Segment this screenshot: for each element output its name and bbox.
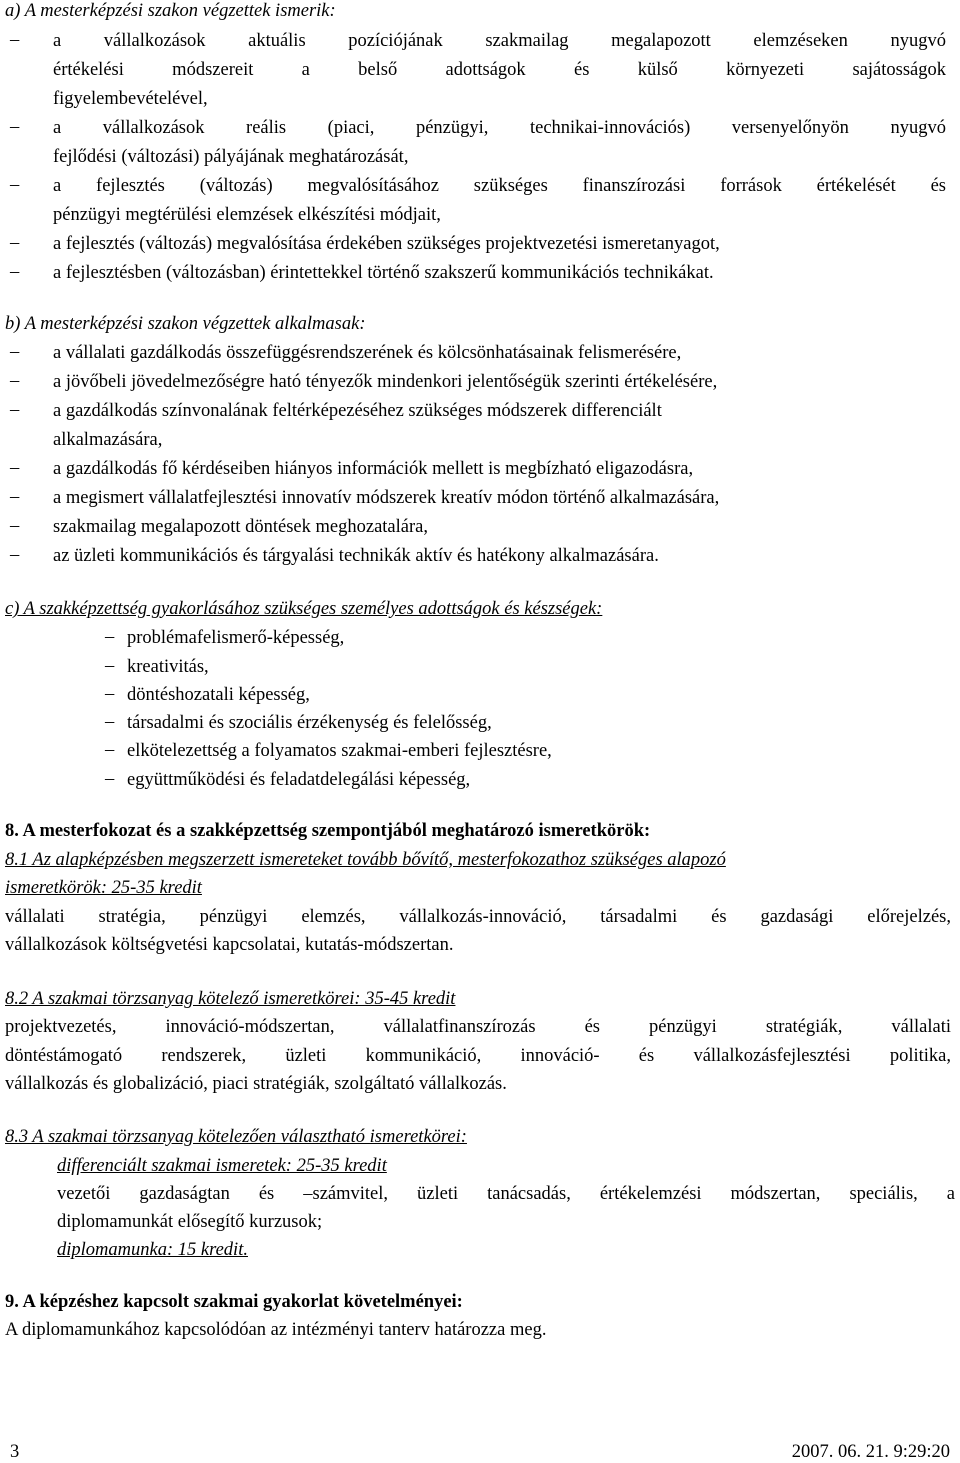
- list-item-text: értékelési módszereit a belső adottságok és külső környezeti sajátosságok: [53, 60, 946, 80]
- dash-icon: –: [10, 371, 20, 391]
- subsection-8-1-body-cont: vállalkozások költségvetési kapcsolatai, kutatás-módszertan.: [5, 935, 454, 955]
- dash-icon: –: [105, 684, 115, 704]
- dash-icon: –: [10, 175, 20, 195]
- dash-icon: –: [10, 487, 20, 507]
- dash-icon: –: [105, 769, 115, 789]
- list-item-text: társadalmi és szociális érzékenység és felelősség,: [127, 713, 492, 733]
- list-item-text: a vállalkozások reális (piaci, pénzügyi, technikai-innovációs) versenyelőnyön nyugvó: [53, 118, 946, 138]
- subsection-8-2-body: projektvezetés, innováció-módszertan, vállalatfinanszírozás és pénzügyi stratégiák, vállalati: [5, 1017, 951, 1037]
- dash-icon: –: [105, 656, 115, 676]
- list-item-text: elkötelezettség a folyamatos szakmai-emberi fejlesztésre,: [127, 741, 552, 761]
- subsection-8-1-title-cont: ismeretkörök: 25-35 kredit: [5, 878, 202, 898]
- subsection-8-3-thesis: diplomamunka: 15 kredit.: [57, 1240, 248, 1260]
- list-item-text: a vállalkozások aktuális pozíciójának szakmailag megalapozott elemzéseken nyugvó: [53, 31, 946, 51]
- dash-icon: –: [105, 712, 115, 732]
- list-item-text: fejlődési (változási) pályájának meghatározását,: [53, 147, 409, 167]
- dash-icon: –: [10, 30, 20, 50]
- section-c-heading: [5, 598, 602, 620]
- dash-icon: –: [10, 458, 20, 478]
- dash-icon: –: [105, 740, 115, 760]
- section-c-heading-text: c) A szakképzettség gyakorlásához szükséges személyes adottságok és készségek:: [5, 599, 603, 619]
- list-item-text: a fejlesztés (változás) megvalósítása érdekében szükséges projektvezetési ismeretanyagot,: [53, 234, 720, 254]
- dash-icon: –: [10, 262, 20, 282]
- list-item-text: a jövőbeli jövedelmezőségre ható tényezők mindenkori jelentőségük szerinti értékelésére,: [53, 372, 718, 392]
- section-9-heading: 9. A képzéshez kapcsolt szakmai gyakorlat követelményei:: [5, 1292, 463, 1312]
- list-item-text: kreativitás,: [127, 657, 209, 677]
- list-item-text: a vállalati gazdálkodás összefüggésrendszerének és kölcsönhatásainak felismerésére,: [53, 343, 682, 363]
- list-item-text: a gazdálkodás fő kérdéseiben hiányos információk mellett is megbízható eligazodásra,: [53, 459, 694, 479]
- page-number: 3: [10, 1442, 20, 1462]
- subsection-8-2-title: 8.2 A szakmai törzsanyag kötelező ismeretkörei: 35-45 kredit: [5, 989, 456, 1009]
- dash-icon: –: [10, 233, 20, 253]
- subsection-8-1-body: vállalati stratégia, pénzügyi elemzés, vállalkozás-innováció, társadalmi és gazdasági előrejelzés,: [5, 907, 951, 927]
- list-item-text: problémafelismerő-képesség,: [127, 628, 345, 648]
- dash-icon: –: [105, 627, 115, 647]
- list-item-text: a fejlesztésben (változásban) érintettekkel történő szakszerű kommunikációs technikákat.: [53, 263, 714, 283]
- subsection-8-3-body: diplomamunkát elősegítő kurzusok;: [57, 1212, 323, 1232]
- subsection-8-2-body: döntéstámogató rendszerek, üzleti kommunikáció, innováció- és vállalkozásfejlesztési politika,: [5, 1046, 951, 1066]
- footer-timestamp: 2007. 06. 21. 9:29:20: [791, 1442, 950, 1462]
- section-a-heading: a) A mesterképzési szakon végzettek ismerik:: [5, 1, 336, 21]
- list-item-text: együttműködési és feladatdelegálási képesség,: [127, 770, 471, 790]
- list-item-text: az üzleti kommunikációs és tárgyalási technikák aktív és hatékony alkalmazására.: [53, 546, 659, 566]
- list-item-text: a gazdálkodás színvonalának feltérképezéséhez szükséges módszerek differenciált: [53, 401, 662, 421]
- list-item-text: alkalmazására,: [53, 430, 163, 450]
- subsection-8-3-title: 8.3 A szakmai törzsanyag kötelezően választható ismeretkörei:: [5, 1127, 467, 1147]
- dash-icon: –: [10, 516, 20, 536]
- list-item-text: a fejlesztés (változás) megvalósításához szükséges finanszírozási források értékelését és: [53, 176, 946, 196]
- list-item-text: döntéshozatali képesség,: [127, 685, 310, 705]
- section-9-body: A diplomamunkához kapcsolódóan az intézményi tanterv határozza meg.: [5, 1320, 547, 1340]
- section-b-heading: b) A mesterképzési szakon végzettek alkalmasak:: [5, 314, 366, 334]
- list-item-text: szakmailag megalapozott döntések meghozatalára,: [53, 517, 428, 537]
- dash-icon: –: [10, 342, 20, 362]
- subsection-8-3-body: vezetői gazdaságtan és –számvitel, üzleti tanácsadás, értékelemzési módszertan, speciális, a: [57, 1184, 955, 1204]
- list-item-text: pénzügyi megtérülési elemzések elkészítési módjait,: [53, 205, 441, 225]
- subsection-8-3-subtitle: differenciált szakmai ismeretek: 25-35 kredit: [57, 1156, 387, 1176]
- dash-icon: –: [10, 117, 20, 137]
- dash-icon: –: [10, 400, 20, 420]
- dash-icon: –: [10, 545, 20, 565]
- subsection-8-2-body: vállalkozás és globalizáció, piaci stratégiák, szolgáltató vállalkozás.: [5, 1074, 507, 1094]
- section-8-heading: 8. A mesterfokozat és a szakképzettség szempontjából meghatározó ismeretkörök:: [5, 821, 651, 841]
- list-item-text: a megismert vállalatfejlesztési innovatív módszerek kreatív módon történő alkalmazására,: [53, 488, 720, 508]
- subsection-8-1-title: 8.1 Az alapképzésben megszerzett ismereteket tovább bővítő, mesterfokozathoz szükséges alapozó: [5, 850, 726, 870]
- list-item-text: figyelembevételével,: [53, 89, 208, 109]
